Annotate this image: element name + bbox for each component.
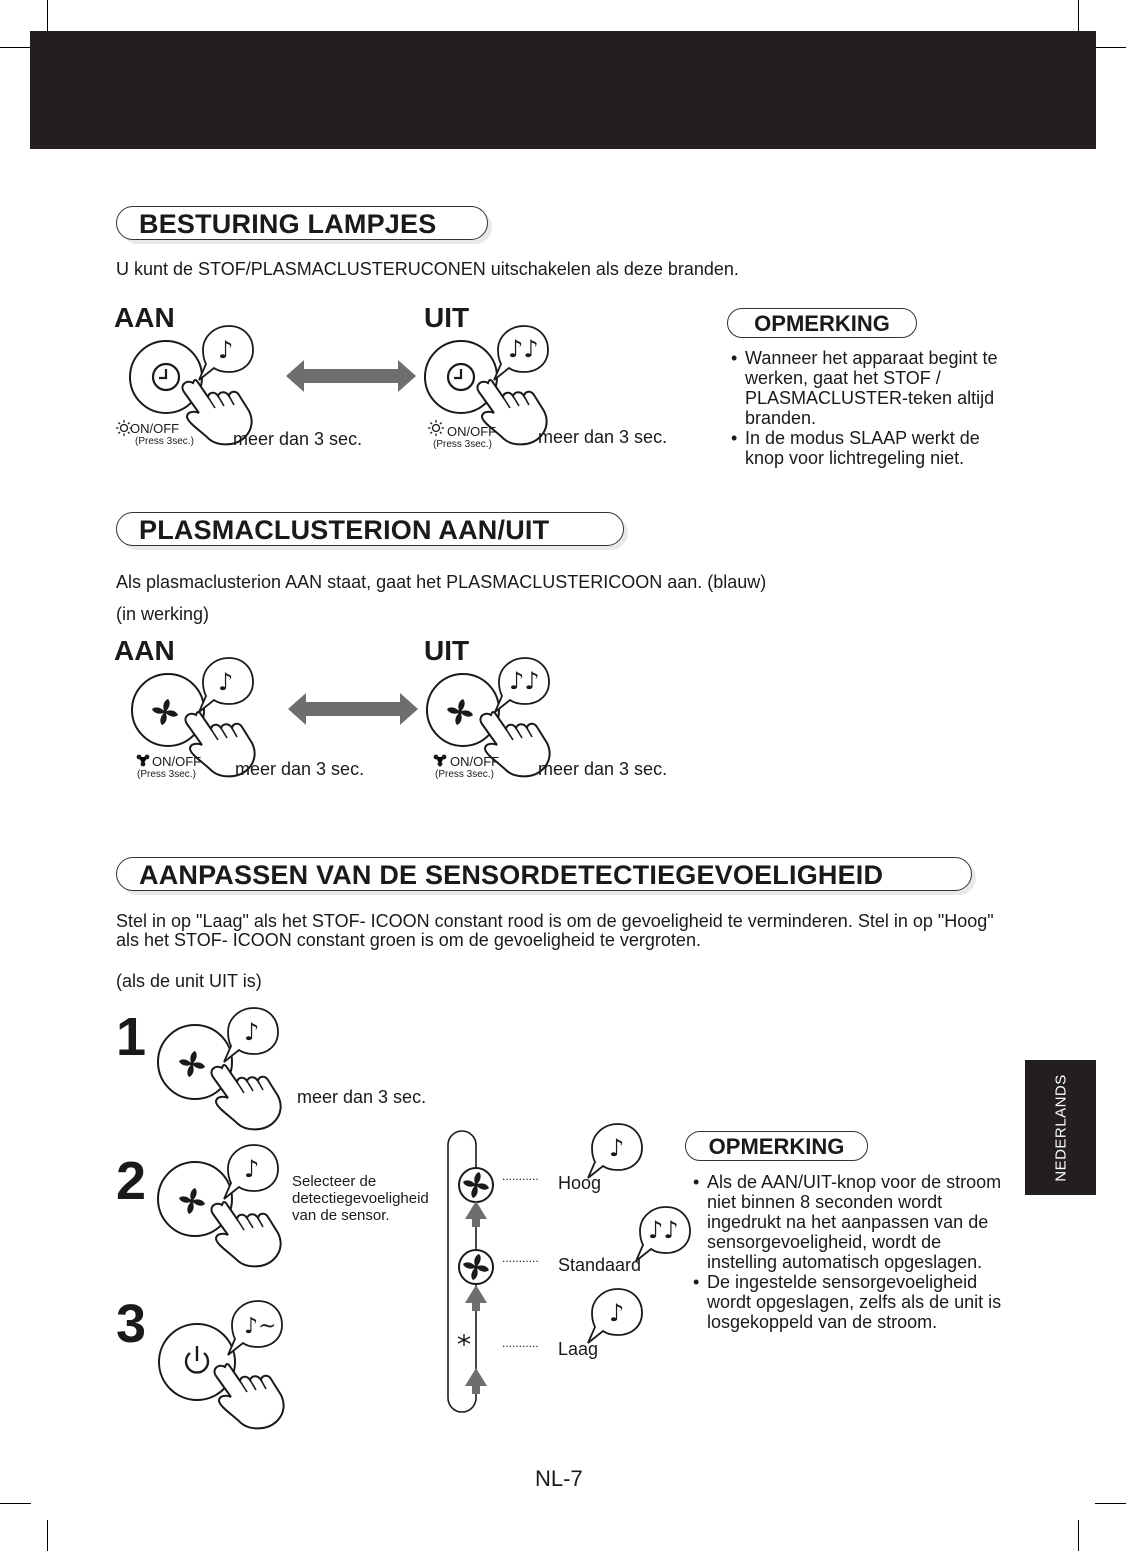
double-music-note-icon: ♪♪ — [648, 1216, 679, 1244]
up-arrow — [465, 1368, 487, 1394]
press-label: (Press 3sec.) — [435, 769, 494, 780]
section-title-sensor: AANPASSEN VAN DE SENSORDETECTIEGEVOELIGHEID — [116, 857, 972, 891]
ion-icon — [434, 755, 447, 767]
music-note-icon: ♪ — [244, 1155, 260, 1183]
level-low: Laag — [558, 1339, 599, 1359]
onoff-label: ON/OFF — [152, 754, 202, 769]
section-intro: U kunt de STOF/PLASMACLUSTERUCONEN uitschakelen als deze branden. — [116, 259, 739, 279]
up-arrow — [465, 1201, 487, 1227]
note-item: • De ingestelde sensorgevoeligheid wordt opgeslagen, zelfs als de unit is losgekoppeld van de stroom. — [693, 1272, 1013, 1332]
sun-icon — [428, 420, 444, 436]
on-label: AAN — [114, 302, 175, 333]
note-list — [731, 348, 1021, 468]
pressing-hand-icon — [211, 1065, 280, 1129]
pressing-hand-icon — [211, 1202, 280, 1266]
language-tab-label: NEDERLANDS — [1052, 1073, 1069, 1182]
dots: ........... — [502, 1251, 539, 1265]
onoff-label: ON/OFF — [130, 421, 180, 436]
duration-text: meer dan 3 sec. — [235, 759, 365, 779]
music-note-icon: ♪ — [218, 668, 234, 696]
onoff-label: ON/OFF — [447, 424, 497, 439]
note-item: • Als de AAN/UIT-knop voor de stroom niet binnen 8 seconden wordt ingedrukt na het aanpassen van de sensorgevoeligheid, wordt de instelling automatisch opgeslagen. — [693, 1172, 1013, 1272]
up-arrow — [465, 1285, 487, 1311]
note-title: OPMERKING — [727, 308, 917, 338]
duration-text: meer dan 3 sec. — [538, 759, 668, 779]
press-label: (Press 3sec.) — [433, 439, 492, 450]
off-label: UIT — [424, 635, 470, 666]
language-tab — [1025, 1060, 1096, 1195]
ion-button-off — [427, 674, 499, 746]
step-text: meer dan 3 sec. — [297, 1087, 427, 1107]
music-note-icon: ♪ — [609, 1299, 625, 1327]
step-text: Selecteer de detectiegevoeligheid van de sensor. — [292, 1173, 429, 1224]
step3-button — [159, 1324, 235, 1400]
level-standard: Standaard — [558, 1255, 642, 1275]
double-music-note-icon: ♪♪ — [508, 335, 539, 363]
ion-icon — [137, 755, 150, 767]
section-title-lamp-control: BESTURING LAMPJES — [116, 206, 488, 240]
music-note-icon: ♪ — [218, 336, 234, 364]
onoff-label: ON/OFF — [450, 754, 500, 769]
duration-text: meer dan 3 sec. — [538, 427, 668, 447]
step-number: 1 — [116, 1007, 147, 1067]
page-number: NL-7 — [535, 1466, 583, 1491]
level-high: Hoog — [558, 1173, 602, 1193]
press-label: (Press 3sec.) — [135, 436, 194, 447]
toggle-arrow — [286, 360, 416, 392]
section-title-plasmacluster: PLASMACLUSTERION AAN/UIT — [116, 512, 624, 546]
on-label: AAN — [114, 635, 175, 666]
step-number: 2 — [116, 1151, 147, 1211]
press-label: (Press 3sec.) — [137, 769, 196, 780]
toggle-arrow — [288, 693, 418, 725]
dots: ........... — [502, 1169, 539, 1183]
step-number: 3 — [116, 1294, 147, 1354]
section-intro: Stel in op "Laag" als het STOF- ICOON constant rood is om de gevoeligheid te verminderen. Stel in op "Hoog" als het STOF- ICOON constant groen is om de gevoeligheid te vergroten. — [116, 911, 994, 950]
ion-button-on — [132, 674, 204, 746]
music-note-icon: ♪ — [244, 1018, 260, 1046]
pressing-hand-icon — [214, 1364, 283, 1428]
note-item: • In de modus SLAAP werkt de knop voor lichtregeling niet. — [731, 428, 1021, 468]
double-music-note-icon: ♪♪ — [509, 667, 540, 695]
note-list — [693, 1172, 1013, 1332]
music-note-icon: ♪ — [609, 1134, 625, 1162]
dots: ........... — [502, 1336, 539, 1350]
music-note-tilde-icon: ♪~ — [244, 1314, 277, 1339]
note-item: • Wanneer het apparaat begint te werken, gaat het STOF / PLASMACLUSTER-teken altijd branden. — [731, 348, 1021, 428]
section-intro: Als plasmaclusterion AAN staat, gaat het PLASMACLUSTERICOON aan. (blauw) — [116, 572, 767, 592]
condition-text: (als de unit UIT is) — [116, 971, 262, 991]
duration-text: meer dan 3 sec. — [233, 429, 363, 449]
note-title: OPMERKING — [685, 1131, 868, 1161]
off-label: UIT — [424, 302, 470, 333]
section-intro-2: (in werking) — [116, 604, 210, 624]
